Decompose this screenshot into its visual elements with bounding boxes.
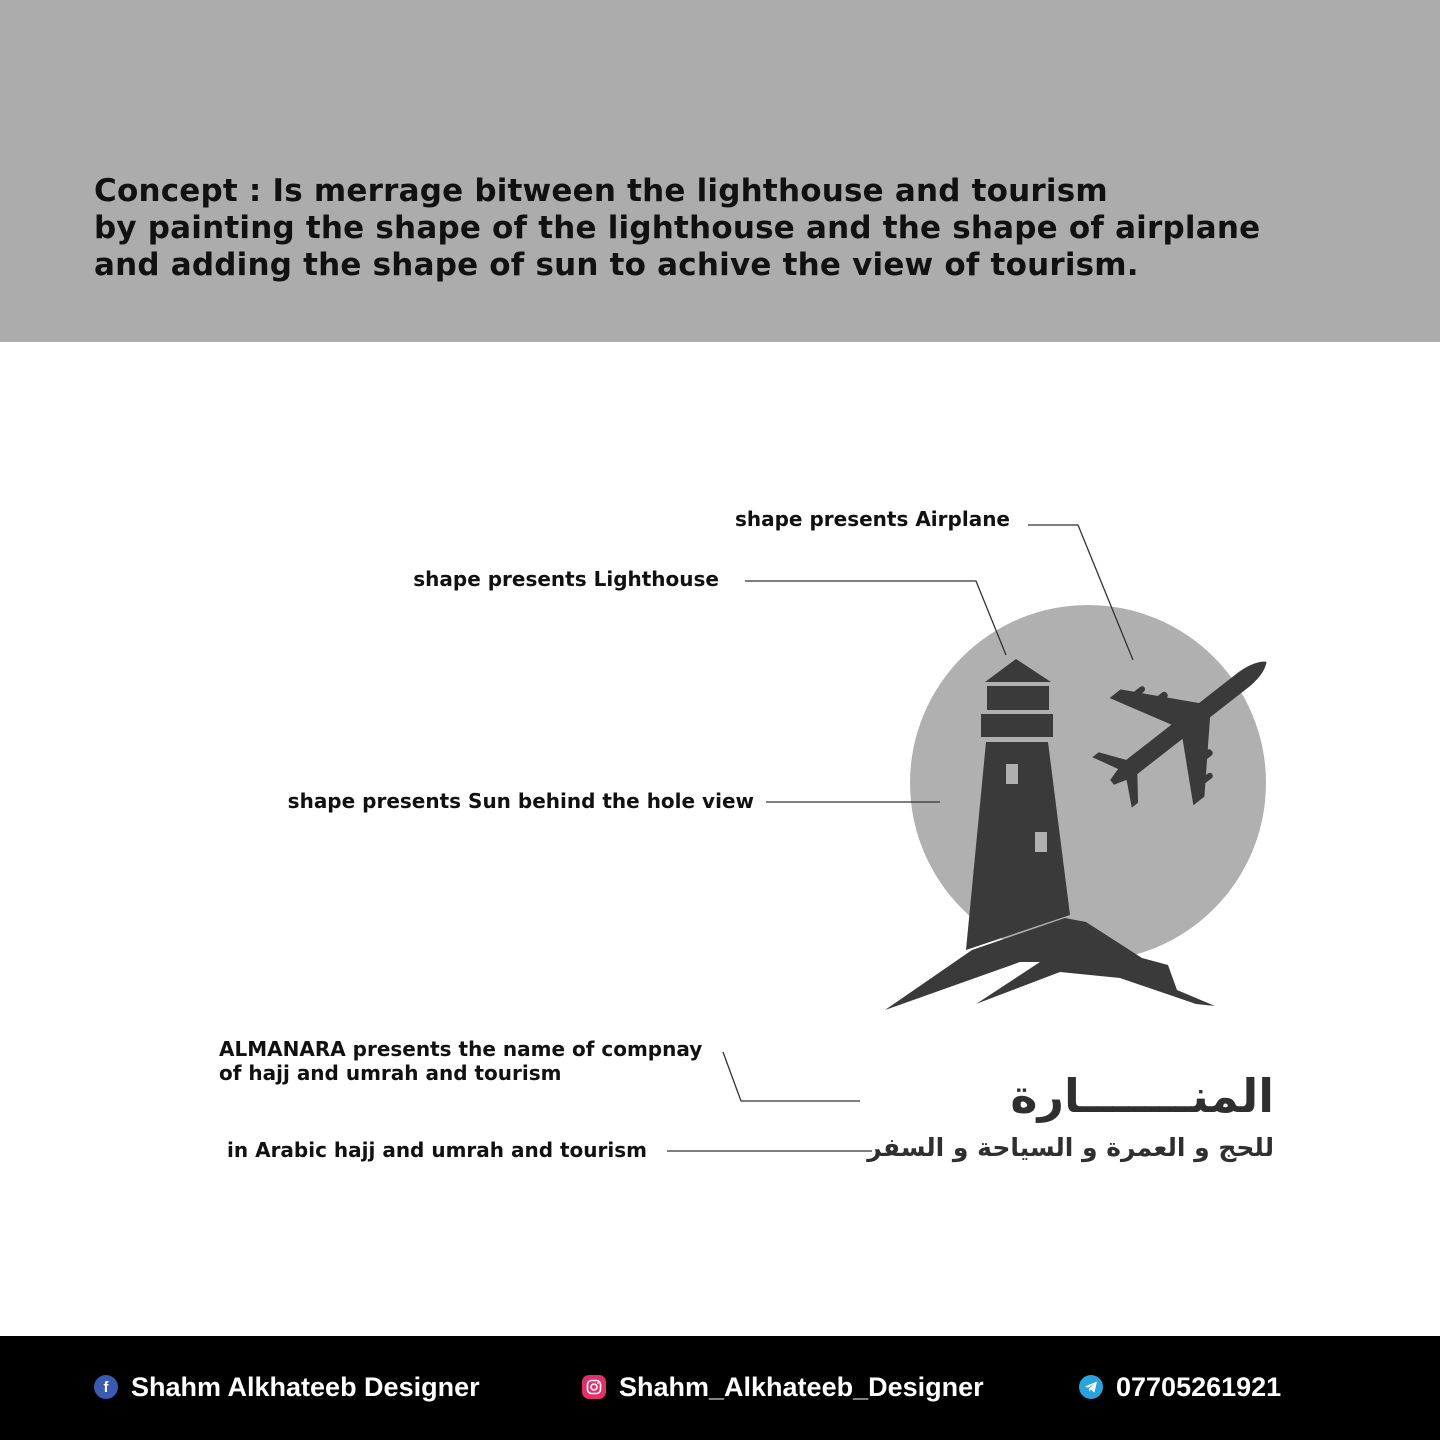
concept-banner — [0, 0, 1440, 342]
instagram-icon — [582, 1375, 606, 1399]
telegram-icon — [1079, 1375, 1103, 1399]
logo-tagline-arabic: للحج و العمرة و السياحة و السفر — [867, 1133, 1274, 1162]
airplane-annotation: shape presents Airplane — [734, 507, 1010, 531]
lighthouse-leader-line — [745, 581, 1006, 655]
instagram-handle: Shahm_Alkhateeb_Designer — [619, 1371, 984, 1402]
lighthouse-window-lower — [1035, 832, 1047, 852]
name-annotation-line-1: ALMANARA presents the name of compnay — [219, 1037, 703, 1061]
sun-shape — [910, 605, 1266, 961]
logo-name-arabic: المنـــــــارة — [1010, 1069, 1274, 1123]
lighthouse-window-upper — [1006, 764, 1018, 784]
phone-number: 07705261921 — [1116, 1371, 1282, 1402]
facebook-icon: f — [94, 1375, 118, 1399]
name-leader-line — [723, 1052, 860, 1101]
lighthouse-annotation: shape presents Lighthouse — [413, 567, 719, 591]
telegram-link[interactable] — [1079, 1369, 1281, 1405]
facebook-handle: Shahm Alkhateeb Designer — [131, 1371, 480, 1402]
name-annotation-line-2: of hajj and umrah and tourism — [219, 1061, 562, 1085]
concept-line-3: and adding the shape of sun to achive the view of tourism. — [94, 247, 1139, 283]
instagram-link[interactable] — [582, 1369, 984, 1405]
facebook-link[interactable] — [94, 1369, 480, 1405]
sun-annotation: shape presents Sun behind the hole view — [287, 789, 754, 813]
logo-diagram — [0, 342, 1440, 1336]
concept-line-1: Concept : Is merrage bitween the lighthouse and tourism — [94, 173, 1108, 209]
tagline-annotation: in Arabic hajj and umrah and tourism — [227, 1138, 647, 1162]
concept-line-2: by painting the shape of the lighthouse and the shape of airplane — [94, 210, 1261, 246]
